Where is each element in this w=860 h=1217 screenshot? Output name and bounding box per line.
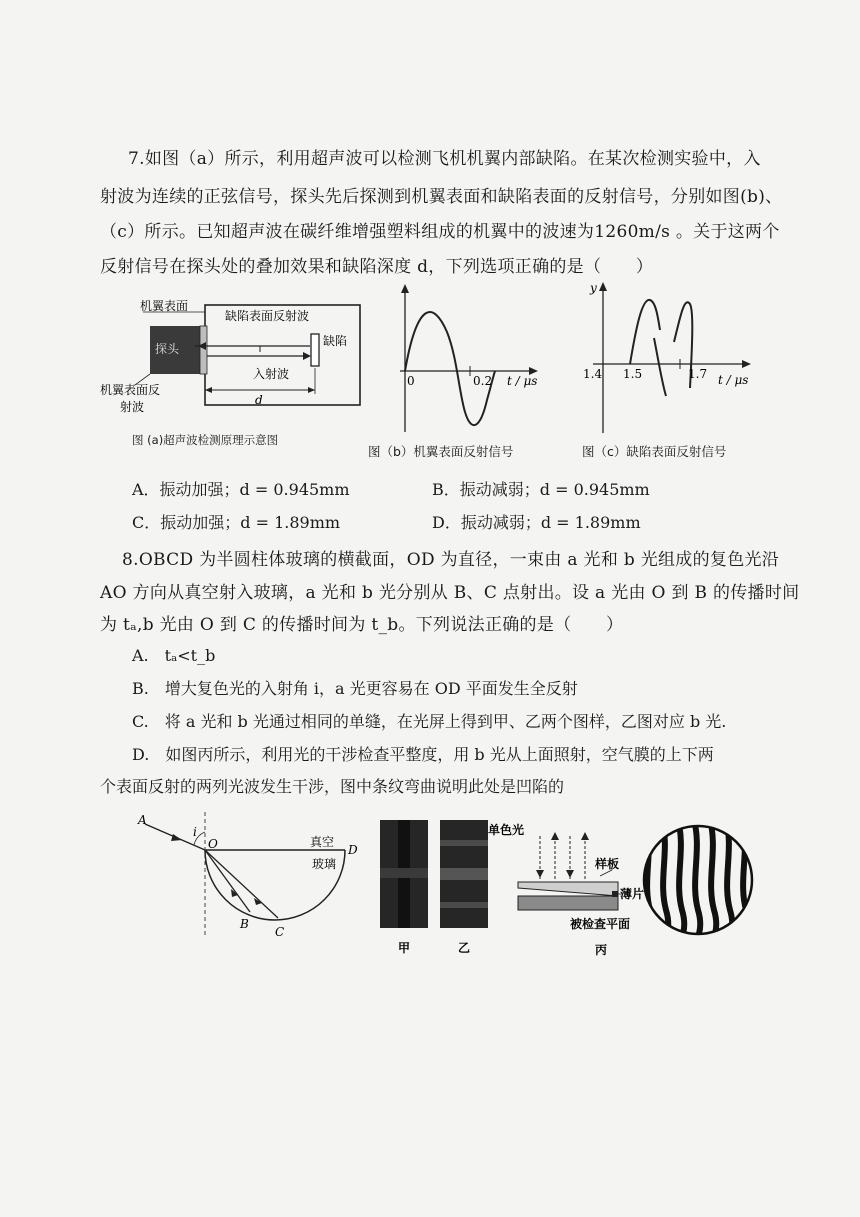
glass-label: 玻璃 xyxy=(312,857,337,871)
point-d-label: D xyxy=(348,843,358,857)
figure-fringe-circle xyxy=(640,820,760,940)
q7-line-3: （c）所示。已知超声波在碳纤维增强塑料组成的机翼中的波速为1260m/s 。关于这两个 xyxy=(100,222,780,242)
q7-option-b: B．振动减弱；d = 0.945mm xyxy=(432,480,650,499)
q8-line-2: AO 方向从真空射入玻璃，a 光和 b 光分别从 B、C 点射出。设 a 光由 O 到 B 的传播时间 xyxy=(100,583,800,603)
label-wing-surface: 机翼表面 xyxy=(140,299,189,313)
label-surface-reflect-1: 机翼表面反 xyxy=(100,383,161,397)
defect-signal-curve-1 xyxy=(630,300,660,364)
point-b-label: B xyxy=(240,917,249,931)
fig-b-tick: 0.2 xyxy=(473,374,493,388)
incident-angle-label: i xyxy=(193,825,197,839)
q7-option-d: D．振动减弱；d = 1.89mm xyxy=(432,513,641,532)
fig-c-t1: 1.4 xyxy=(583,367,603,381)
figure-c-defect-reflection-signal xyxy=(578,278,758,443)
figure-semicircle-glass xyxy=(130,812,370,942)
defect-block xyxy=(311,334,319,366)
q7-option-a: A．振动加强；d = 0.945mm xyxy=(132,480,350,499)
label-thin-sheet: 薄片 xyxy=(620,887,645,901)
figure-a-caption: 图 (a)超声波检测原理示意图 xyxy=(132,433,279,447)
point-o-label: O xyxy=(208,837,218,851)
q8-option-d-line-2: 个表面反射的两列光波发生干涉，图中条纹弯曲说明此处是凹陷的 xyxy=(100,777,565,796)
label-jia: 甲 xyxy=(398,941,411,955)
fig-b-origin: 0 xyxy=(407,374,415,388)
fig-c-axis-label: t / μs xyxy=(718,373,749,387)
q8-option-b: B. 增大复色光的入射角 i，a 光更容易在 OD 平面发生全反射 xyxy=(132,679,578,698)
label-depth-d: d xyxy=(255,393,263,407)
label-defect-reflect-wave: 缺陷表面反射波 xyxy=(225,309,310,323)
figure-b-surface-reflection-signal xyxy=(385,282,550,442)
label-surface-reflect-2: 射波 xyxy=(120,400,145,414)
label-defect: 缺陷 xyxy=(323,334,348,348)
label-template: 样板 xyxy=(595,857,620,871)
surface-signal-curve xyxy=(405,312,495,425)
point-a-label: A xyxy=(138,813,147,827)
label-incident-wave: 入射波 xyxy=(253,367,290,381)
fig-c-t3: 1.7 xyxy=(688,367,708,381)
fringe-pattern xyxy=(640,820,760,940)
label-monochromatic-light: 单色光 xyxy=(488,823,525,837)
q7-line-2: 射波为连续的正弦信号，探头先后探测到机翼表面和缺陷表面的反射信号，分别如图(b)、 xyxy=(100,187,783,207)
fig-c-t2: 1.5 xyxy=(623,367,643,381)
vacuum-label: 真空 xyxy=(310,835,335,849)
label-bing: 丙 xyxy=(595,943,608,957)
q7-line-1: 7.如图（a）所示，利用超声波可以检测飞机机翼内部缺陷。在某次检测实验中，入 xyxy=(128,149,761,169)
label-probe: 探头 xyxy=(155,342,180,356)
fig-c-y-label: y xyxy=(590,281,597,295)
tested-plane xyxy=(518,896,618,910)
q8-line-1: 8.OBCD 为半圆柱体玻璃的横截面，OD 为直径，一束由 a 光和 b 光组成的复色光沿 xyxy=(122,550,780,570)
figure-interference-apparatus xyxy=(488,818,650,960)
figure-b-caption: 图（b）机翼表面反射信号 xyxy=(368,444,514,459)
q8-line-3: 为 tₐ,b 光由 O 到 C 的传播时间为 t_b。下列说法正确的是（ ） xyxy=(100,615,624,635)
q7-option-c: C．振动加强；d = 1.89mm xyxy=(132,513,341,532)
q7-line-4: 反射信号在探头处的叠加效果和缺陷深度 d，下列选项正确的是（ ） xyxy=(100,257,654,277)
q8-option-a: A. tₐ<t_b xyxy=(132,646,216,665)
q8-option-c: C. 将 a 光和 b 光通过相同的单缝，在光屏上得到甲、乙两个图样，乙图对应 b 光. xyxy=(132,712,727,731)
label-yi: 乙 xyxy=(458,941,471,955)
fig-b-axis-label: t / μs xyxy=(507,374,538,388)
template-plate xyxy=(518,882,618,896)
q8-option-d-line-1: D. 如图丙所示，利用光的干涉检查平整度，用 b 光从上面照射，空气膜的上下两 xyxy=(132,745,714,764)
figure-c-caption: 图（c）缺陷表面反射信号 xyxy=(582,444,727,459)
label-tested-plane: 被检查平面 xyxy=(570,917,631,931)
figure-diffraction-patterns xyxy=(378,820,498,960)
defect-signal-curve-2 xyxy=(654,338,666,396)
point-c-label: C xyxy=(275,925,285,939)
